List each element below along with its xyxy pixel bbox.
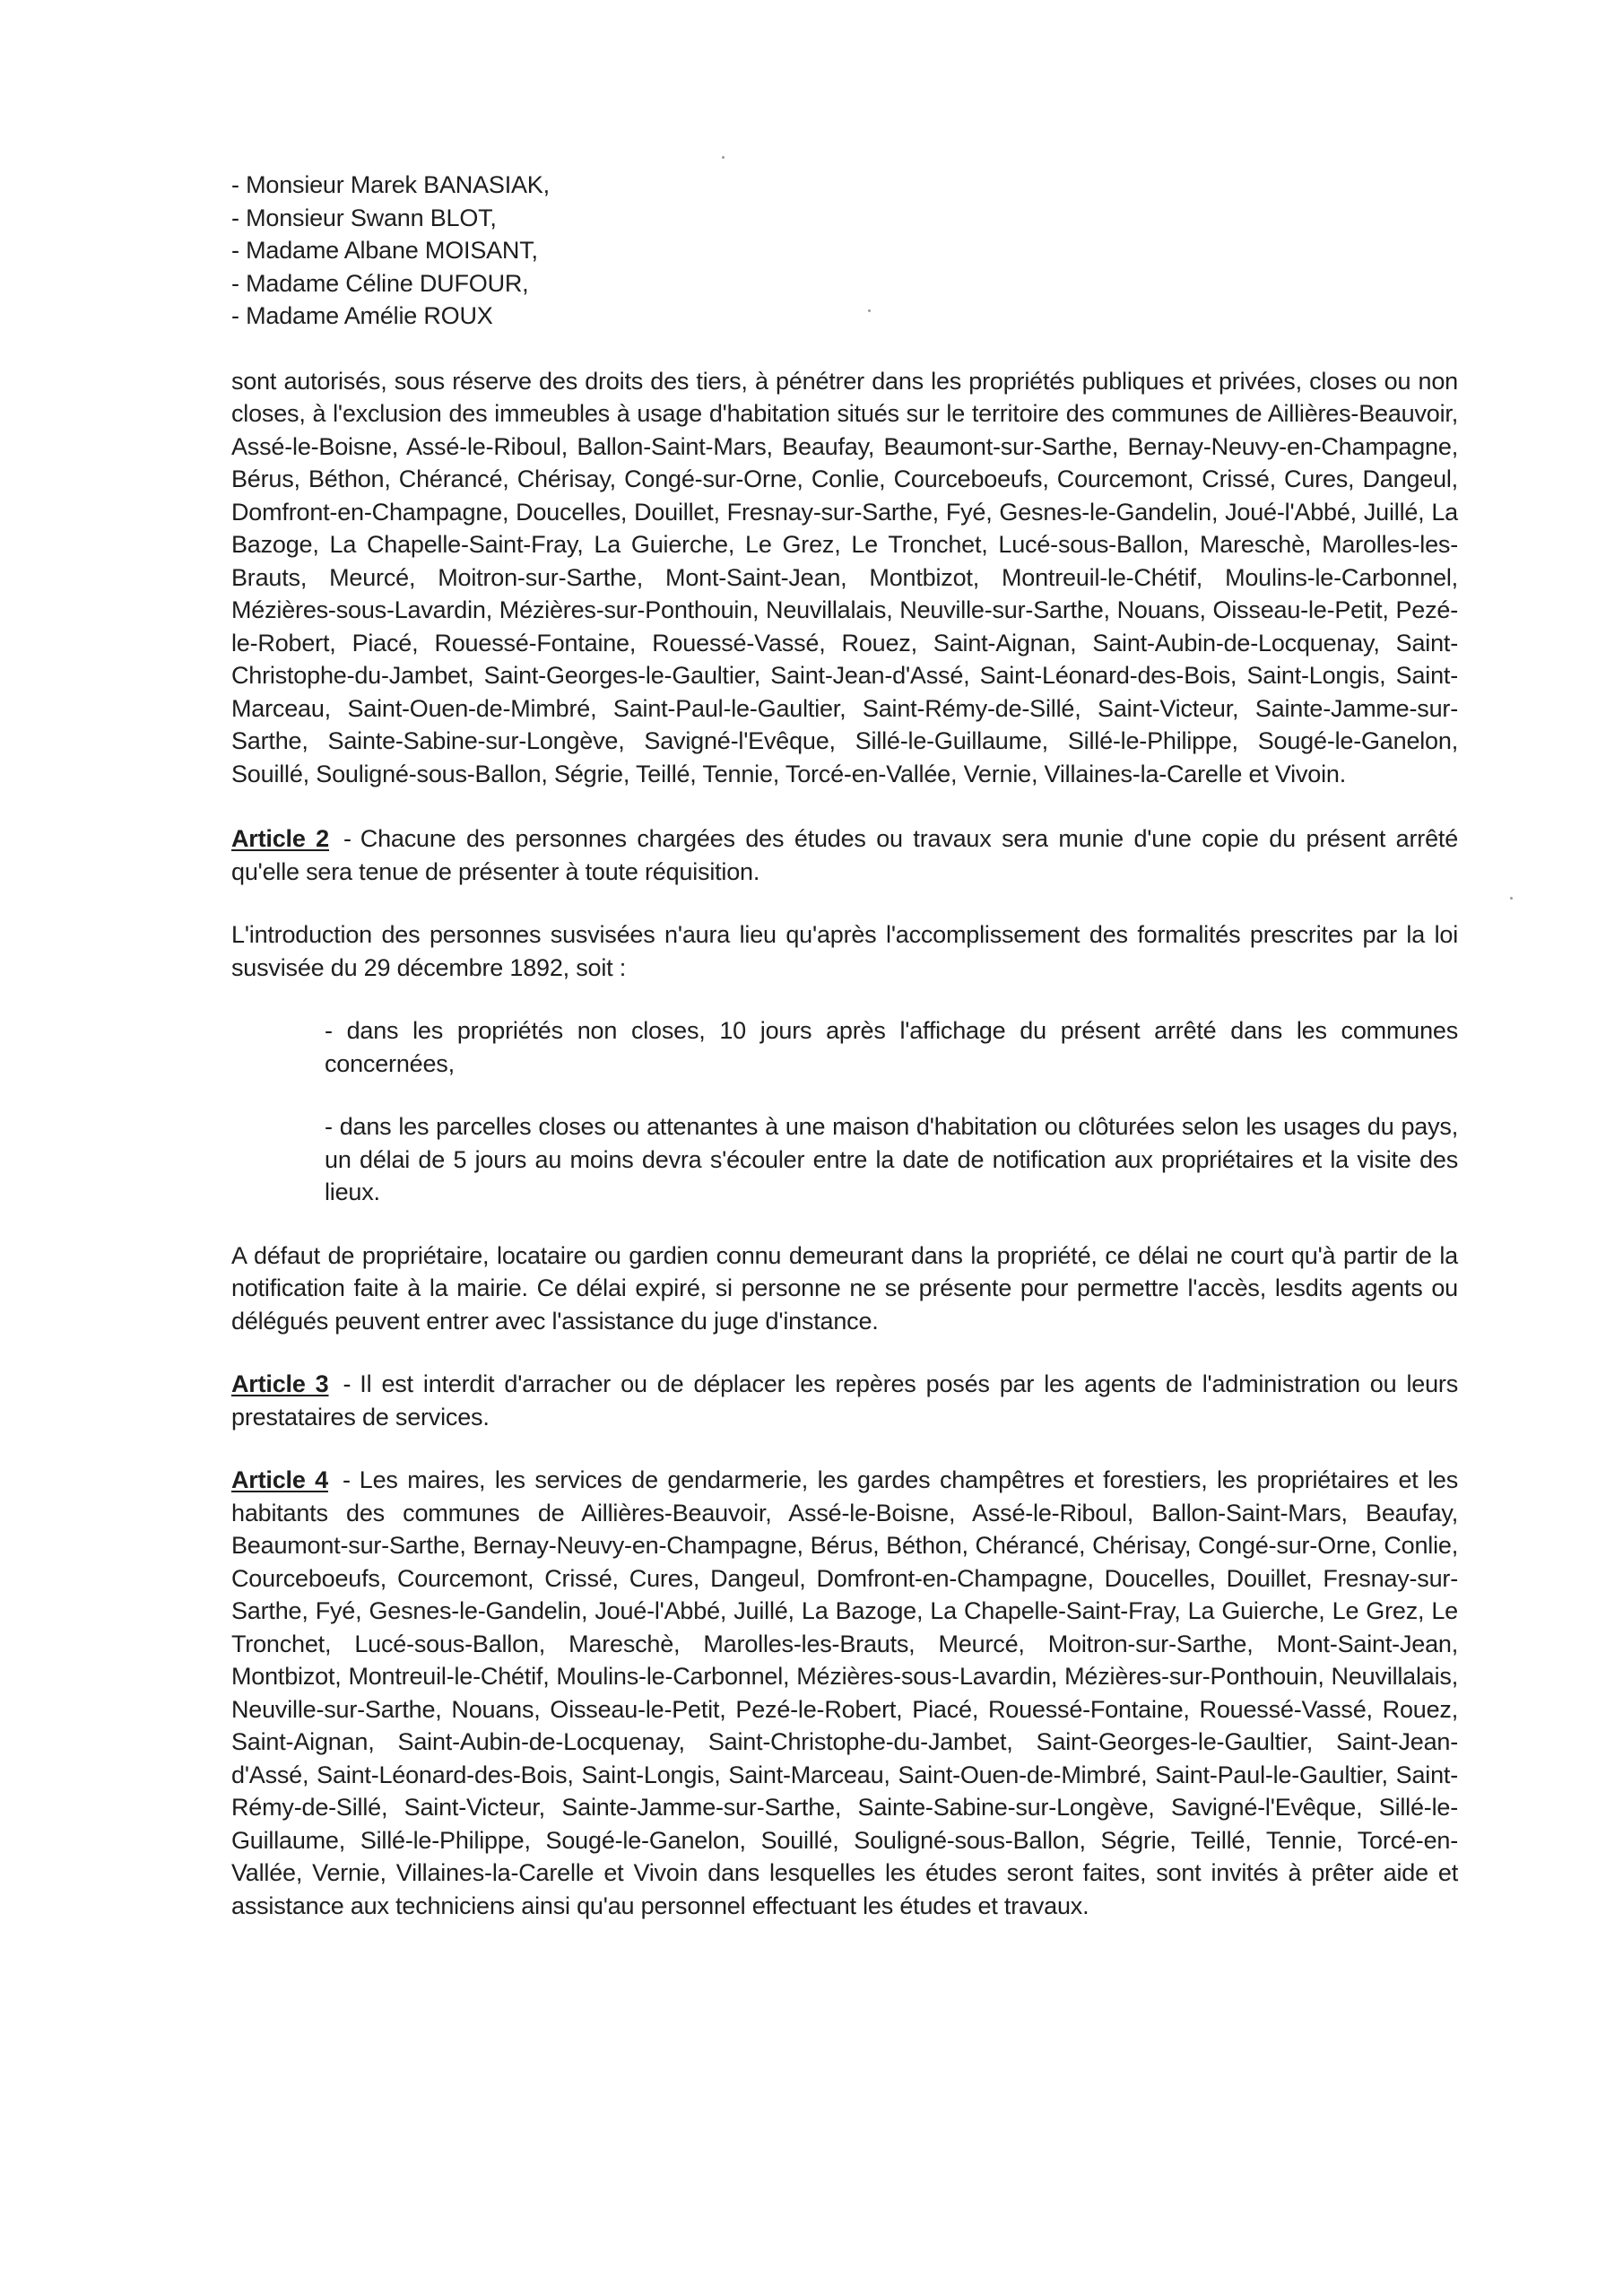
article3-label: Article 3 — [231, 1370, 329, 1397]
person-item: - Madame Albane MOISANT, — [231, 237, 538, 264]
article2-text: Chacune des personnes chargées des études ou travaux sera munie d'une copie du présent arrêté qu'elle sera tenue de présenter à toute réquisition. — [231, 825, 1459, 885]
person-item: - Madame Céline DUFOUR, — [231, 269, 529, 297]
scan-speck — [1510, 897, 1513, 900]
article3-text: Il est interdit d'arracher ou de déplacer les repères posés par les agents de l'administration ou leurs prestataires de services. — [231, 1370, 1459, 1431]
article4-text: Les maires, les services de gendarmerie, les gardes champêtres et forestiers, les propriétaires et les habitants des communes de Aillières-Beauvoir, Assé-le-Boisne, Assé-le-Riboul, Ballon-Saint-Mars, Beaufay, Beaumont-sur-Sarthe, Bernay-Neuvy-en-Champagne, Bérus, Béthon, Chérancé, Chérisay, Congé-sur-Orne, Conlie, Courceboeufs, Courcemont, Crissé, Cures, Dangeul, Domfront-en-Champagne, Doucelles, Douillet, Fresnay-sur-Sarthe, Fyé, Gesnes-le-Gandelin, Joué-l'Abbé, Juillé, La Bazoge, La Chapelle-Saint-Fray, La Guierche, Le Grez, Le Tronchet, Lucé-sous-Ballon, Mareschè, Marolles-les-Brauts, Meurcé, Moitron-sur-Sarthe, Mont-Saint-Jean, Montbizot, Montreuil-le-Chétif, Moulins-le-Carbonnel, Mézières-sous-Lavardin, Mézières-sur-Ponthouin, Neuvillalais, Neuville-sur-Sarthe, Nouans, Oisseau-le-Petit, Pezé-le-Robert, Piacé, Rouessé-Fontaine, Rouessé-Vassé, Rouez, Saint-Aignan, Saint-Aubin-de-Locquenay, Saint-Christophe-du-Jambet, Saint-Georges-le-Gaultier, Saint-Jean-d'Assé, Saint-Léonard-des-Bois, Saint-Longis, Saint-Marceau, Saint-Ouen-de-Mimbré, Saint-Paul-le-Gaultier, Saint-Rémy-de-Sillé, Saint-Victeur, Sainte-Jamme-sur-Sarthe, Sainte-Sabine-sur-Longève, Savigné-l'Evêque, Sillé-le-Guillaume, Sillé-le-Philippe, Sougé-le-Ganelon, Souillé, Souligné-sous-Ballon, Ségrie, Teillé, Tennie, Torcé-en-Vallée, Vernie, Villaines-la-Carelle et Vivoin dans lesquelles les études seront faites, sont invités à prêter aide et assistance aux techniciens ainsi qu'au personnel effectuant les études et travaux. — [231, 1466, 1459, 1919]
article2-condition-closed: - dans les parcelles closes ou attenantes à une maison d'habitation ou clôturées selon les usages du pays, un délai de 5 jours au moins devra s'écouler entre la date de notification aux propriétaires et la visite des lieux. — [325, 1113, 1458, 1205]
authorized-persons-list — [231, 169, 1458, 333]
article2-separator: - — [343, 825, 352, 852]
article2-default-clause: A défaut de propriétaire, locataire ou gardien connu demeurant dans la propriété, ce délai ne court qu'à partir de la notification faite à la mairie. Ce délai expiré, si personne ne se présente pour permettre l'accès, lesdits agents ou délégués peuvent entrer avec l'assistance du juge d'instance. — [231, 1241, 1458, 1335]
person-item: - Monsieur Marek BANASIAK, — [231, 171, 550, 198]
article4-separator: - — [342, 1466, 351, 1493]
article2-paragraph — [231, 822, 1458, 888]
article3-paragraph — [231, 1368, 1458, 1433]
article1-continuation: sont autorisés, sous réserve des droits des tiers, à pénétrer dans les propriétés publiques et privées, closes ou non closes, à l'exclusion des immeubles à usage d'habitation situés sur le territoire des communes de Aillières-Beauvoir, Assé-le-Boisne, Assé-le-Riboul, Ballon-Saint-Mars, Beaufay, Beaumont-sur-Sarthe, Bernay-Neuvy-en-Champagne, Bérus, Béthon, Chérancé, Chérisay, Congé-sur-Orne, Conlie, Courceboeufs, Courcemont, Crissé, Cures, Dangeul, Domfront-en-Champagne, Doucelles, Douillet, Fresnay-sur-Sarthe, Fyé, Gesnes-le-Gandelin, Joué-l'Abbé, Juillé, La Bazoge, La Chapelle-Saint-Fray, La Guierche, Le Grez, Le Tronchet, Lucé-sous-Ballon, Mareschè, Marolles-les-Brauts, Meurcé, Moitron-sur-Sarthe, Mont-Saint-Jean, Montbizot, Montreuil-le-Chétif, Moulins-le-Carbonnel, Mézières-sous-Lavardin, Mézières-sur-Ponthouin, Neuvillalais, Neuville-sur-Sarthe, Nouans, Oisseau-le-Petit, Pezé-le-Robert, Piacé, Rouessé-Fontaine, Rouessé-Vassé, Rouez, Saint-Aignan, Saint-Aubin-de-Locquenay, Saint-Christophe-du-Jambet, Saint-Georges-le-Gaultier, Saint-Jean-d'Assé, Saint-Léonard-des-Bois, Saint-Longis, Saint-Marceau, Saint-Ouen-de-Mimbré, Saint-Paul-le-Gaultier, Saint-Rémy-de-Sillé, Saint-Victeur, Sainte-Jamme-sur-Sarthe, Sainte-Sabine-sur-Longève, Savigné-l'Evêque, Sillé-le-Guillaume, Sillé-le-Philippe, Sougé-le-Ganelon, Souillé, Souligné-sous-Ballon, Ségrie, Teillé, Tennie, Torcé-en-Vallée, Vernie, Villaines-la-Carelle et Vivoin. — [231, 367, 1458, 787]
article4-label: Article 4 — [231, 1466, 328, 1493]
article3-separator: - — [343, 1370, 352, 1397]
document-page — [231, 169, 1458, 1922]
article2-intro: L'introduction des personnes susvisées n'aura lieu qu'après l'accomplissement des formalités prescrites par la loi susvisée du 29 décembre 1892, soit : — [231, 921, 1458, 981]
person-item: - Monsieur Swann BLOT, — [231, 204, 497, 231]
article2-label: Article 2 — [231, 825, 329, 852]
article2-condition-unclosed: - dans les propriétés non closes, 10 jours après l'affichage du présent arrêté dans les communes concernées, — [325, 1017, 1458, 1077]
person-item: - Madame Amélie ROUX — [231, 302, 493, 329]
article4-paragraph — [231, 1464, 1458, 1922]
scan-speck — [722, 156, 725, 159]
